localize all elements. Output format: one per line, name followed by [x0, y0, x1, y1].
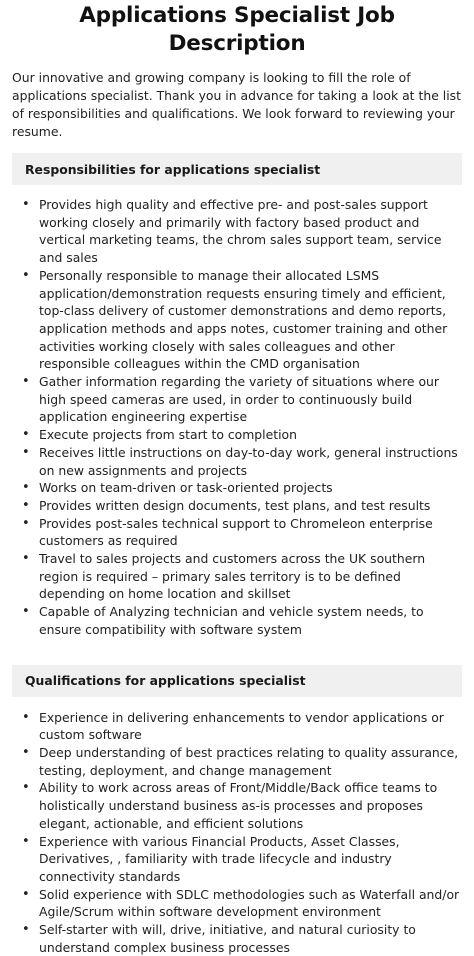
qualifications-header	[12, 665, 462, 697]
responsibilities-header	[12, 153, 462, 185]
qualifications-list	[12, 709, 462, 956]
list-item: • Provides high quality and effective pre- and post-sales support working closely and primarily with factory based product and vertical marketing teams, the chrom sales support team, service and sales	[12, 196, 462, 267]
page-title: Applications Specialist Job Description	[79, 3, 395, 56]
list-item: • Personally responsible to manage their allocated LSMS application/demonstration requests ensuring timely and efficient, top-class delivery of customer demonstrations and demo reports, application methods and apps notes, customer training and other activities working closely with sales colleagues and other responsible colleagues within the CMD organisation	[12, 267, 462, 373]
qualifications-heading: Qualifications for applications specialist	[25, 673, 306, 689]
responsibilities-list	[12, 196, 462, 639]
list-item: • Travel to sales projects and customers across the UK southern region is required – primary sales territory is to be defined depending on home location and skillset	[12, 550, 462, 603]
list-item: • Execute projects from start to completion	[12, 426, 462, 444]
section-spacer	[12, 639, 462, 653]
list-item: • Experience with various Financial Products, Asset Classes, Derivatives, , familiarity with trade lifecycle and industry connectivity standards	[12, 833, 462, 886]
list-item: • Receives little instructions on day-to-day work, general instructions on new assignments and projects	[12, 444, 462, 479]
list-item: • Deep understanding of best practices relating to quality assurance, testing, deployment, and change management	[12, 744, 462, 779]
list-item: • Solid experience with SDLC methodologies such as Waterfall and/or Agile/Scrum within software development environment	[12, 886, 462, 921]
list-item: • Experience in delivering enhancements to vendor applications or custom software	[12, 709, 462, 744]
list-item: • Ability to work across areas of Front/Middle/Back office teams to holistically understand business as-is processes and proposes elegant, actionable, and efficient solutions	[12, 779, 462, 832]
list-item: • Provides written design documents, test plans, and test results	[12, 497, 462, 515]
list-item: • Provides post-sales technical support to Chromeleon enterprise customers as required	[12, 515, 462, 550]
list-item: • Capable of Analyzing technician and vehicle system needs, to ensure compatibility with software system	[12, 603, 462, 638]
list-item: • Self-starter with will, drive, initiative, and natural curiosity to understand complex business processes	[12, 921, 462, 956]
intro-paragraph: Our innovative and growing company is looking to fill the role of applications specialist. Thank you in advance for taking a look at the list of responsibilities and qualifications. We look forward to reviewing your resume.	[12, 70, 461, 139]
responsibilities-heading: Responsibilities for applications specialist	[25, 161, 321, 177]
list-item: • Works on team-driven or task-oriented projects	[12, 479, 462, 497]
list-item: • Gather information regarding the variety of situations where our high speed cameras are used, in order to continuously build application engineering expertise	[12, 373, 462, 426]
